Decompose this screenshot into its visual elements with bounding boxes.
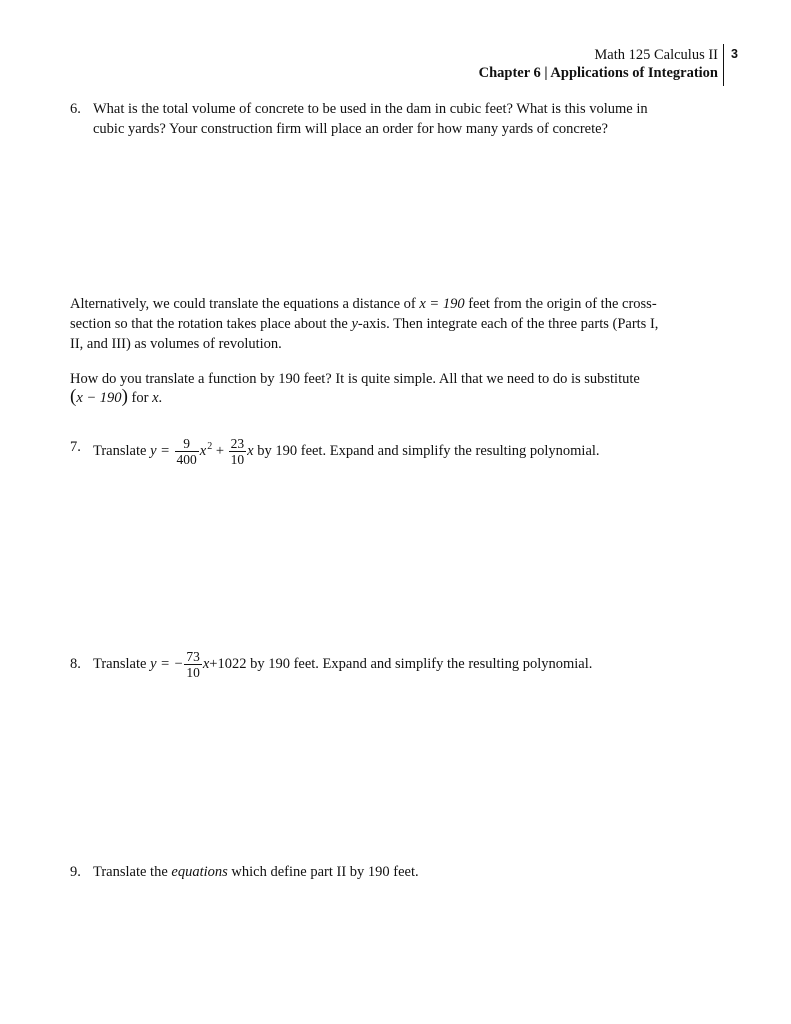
alt-text-1a: Alternatively, we could translate the equations a distance of [70, 296, 416, 312]
q8-fraction [184, 649, 202, 680]
translate-close-paren: ) [121, 386, 128, 407]
q7-statement [93, 428, 600, 470]
alt-paragraph-line-1 [70, 294, 657, 314]
q8-number: 8. [70, 656, 81, 672]
q6-line-1: What is the total volume of concrete to be used in the dam in cubic feet? What is this volume in [93, 101, 648, 117]
q7-exponent: 2 [207, 441, 213, 452]
alt-paragraph-line-3: II, and III) as volumes of revolution. [70, 336, 282, 352]
q7-prefix: Translate [93, 443, 147, 459]
page-number: 3 [731, 47, 738, 61]
q7-frac1-denominator: 400 [176, 452, 197, 468]
q6-number: 6. [70, 101, 81, 117]
q8-prefix: Translate [93, 656, 147, 672]
q7-frac2-numerator: 23 [230, 436, 245, 452]
q8-frac-numerator: 73 [186, 649, 200, 665]
alt-text-2b: -axis. Then integrate each of the three parts (Parts I, [357, 316, 659, 332]
header-chapter-title: Chapter 6 | Applications of Integration [478, 65, 718, 81]
alt-text-1b: feet from the origin of the cross- [468, 296, 657, 312]
q9-prefix: Translate the [93, 864, 168, 880]
q7-lhs: y = [150, 443, 170, 459]
q9-suffix: which define part II by 190 feet. [231, 864, 419, 880]
translate-for-word: for [131, 390, 149, 406]
q8-frac-denominator: 10 [186, 665, 200, 681]
q7-suffix: by 190 feet. Expand and simplify the resulting polynomial. [257, 443, 600, 459]
q7-fraction-2 [229, 436, 247, 467]
translate-for-var: x [152, 390, 159, 406]
q8-lhs: y = − [150, 656, 184, 672]
header-divider [723, 44, 724, 86]
q9-emphasis: equations [171, 864, 228, 880]
translate-expression: x − 190 [76, 390, 122, 406]
alt-math-y: y [351, 316, 358, 332]
q7-number: 7. [70, 439, 81, 455]
translate-period: . [158, 390, 163, 406]
alt-text-2a: section so that the rotation takes place about the [70, 316, 348, 332]
translate-open-paren: ( [70, 386, 77, 407]
q7-frac2-denominator: 10 [230, 452, 245, 468]
q7-plus: + [215, 443, 225, 459]
q9-number: 9. [70, 864, 81, 880]
q8-suffix: by 190 feet. Expand and simplify the resulting polynomial. [250, 656, 593, 672]
alt-math-x-equals-190: x = 190 [419, 296, 465, 312]
q6-line-2: cubic yards? Your construction firm will place an order for how many yards of concrete? [93, 121, 608, 137]
q7-fraction-1 [175, 436, 199, 467]
header-course-title: Math 125 Calculus II [594, 47, 718, 63]
q8-statement [93, 645, 592, 683]
q7-var-2: x [247, 443, 254, 459]
q8-var: x [202, 656, 210, 672]
q9-statement [93, 862, 419, 882]
translate-paragraph-line-1: How do you translate a function by 190 feet? It is quite simple. All that we need to do is substitute [70, 371, 640, 387]
q7-frac1-numerator: 9 [175, 436, 199, 452]
translate-paragraph-line-2 [70, 388, 162, 408]
alt-paragraph-line-2 [70, 314, 658, 334]
q8-constant: +1022 [209, 656, 247, 672]
q7-var-1: x [199, 443, 207, 459]
